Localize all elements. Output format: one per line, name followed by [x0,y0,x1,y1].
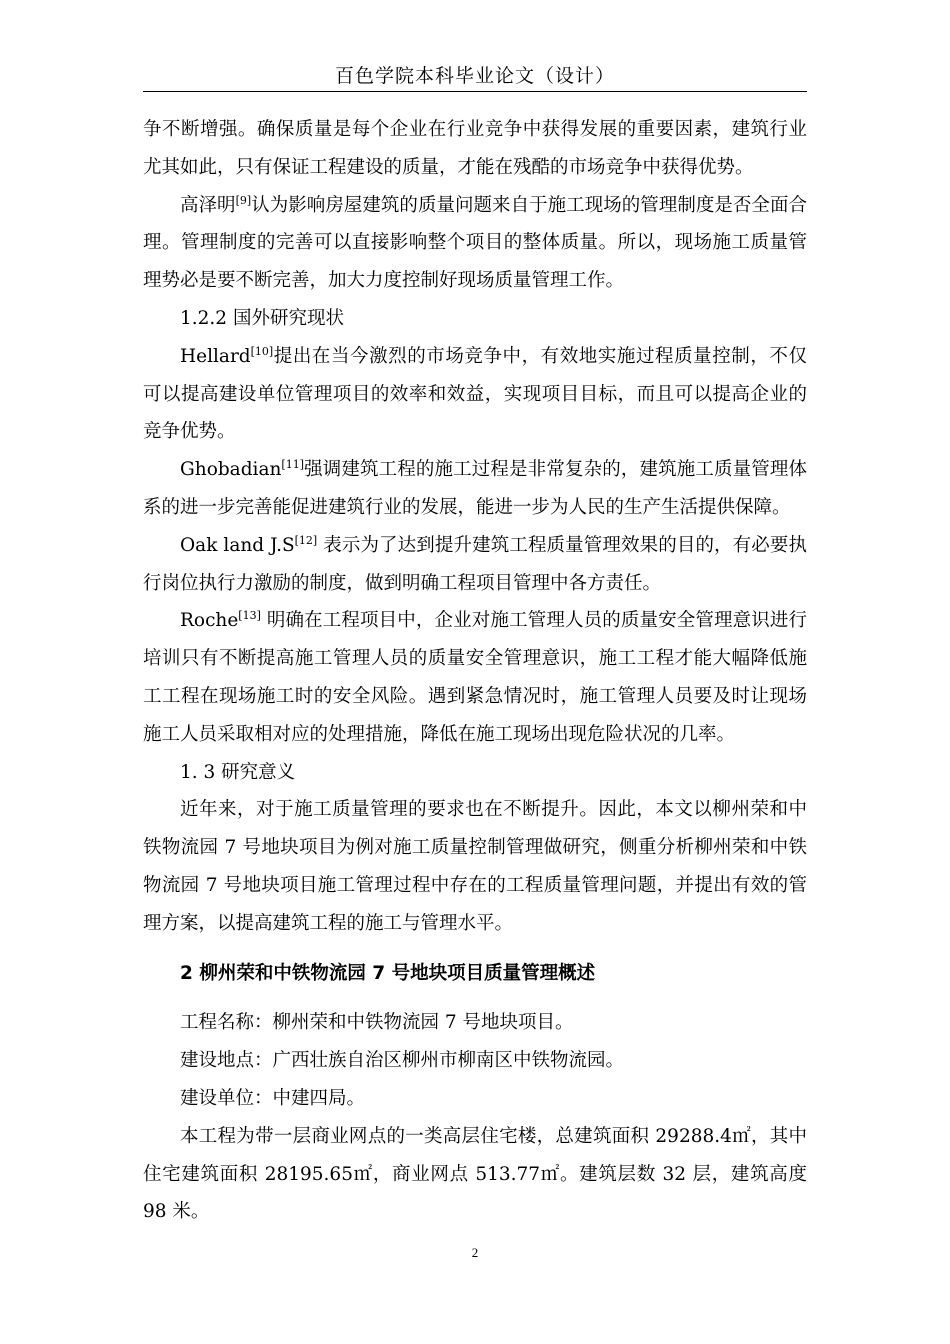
paragraph-ghobadian [143,451,807,527]
paragraph-oakland [143,527,807,603]
author-name: Roche [180,610,239,632]
citation-ref[interactable]: [11] [281,458,305,472]
citation-ref[interactable]: [10] [250,344,274,358]
chapter-heading-2: 2 柳州荣和中铁物流园 7 号地块项目质量管理概述 [180,962,596,984]
paragraph-text: 认为影响房屋建筑的质量问题来自于施工现场的管理制度是否全面合理。管理制度的完善可以直接影响整个项目的整体质量。所以，现场施工质量管理势必是要不断完善，加大力度控制好现场质量管理工作。 [143,194,807,292]
info-project-site: 建设地点：广西壮族自治区柳州市柳南区中铁物流园。 [180,1050,625,1072]
paragraph-gao-zeming [143,187,807,300]
section-heading-1-3: 1. 3 研究意义 [180,761,296,783]
paragraph-text: 提出在当今激烈的市场竞争中，有效地实施过程质量控制，不仅可以提高建设单位管理项目的效率和效益，实现项目目标，而且可以提高企业的竞争优势。 [143,345,807,443]
citation-ref[interactable]: [13] [238,609,261,623]
info-project-name: 工程名称：柳州荣和中铁物流园 7 号地块项目。 [180,1012,574,1034]
paragraph-roche [143,602,807,753]
paragraph-significance: 近年来，对于施工质量管理的要求也在不断提升。因此，本文以柳州荣和中铁物流园 7 号地块项目为例对施工质量控制管理做研究，侧重分析柳州荣和中铁物流园 7 号地块项目施工管理过程中存在的工程质量管理问题，并提出有效的管理方案，以提高建筑工程的施工与管理水平。 [143,799,807,934]
paragraph-text: 明确在工程项目中，企业对施工管理人员的质量安全管理意识进行培训只有不断提高施工管理人员的质量安全管理意识，施工工程才能大幅降低施工工程在现场施工时的安全风险。遇到紧急情况时，施工管理人员要及时让现场施工人员采取相对应的处理措施，降低在施工现场出现危险状况的几率。 [143,610,807,745]
paragraph-competition: 争不断增强。确保质量是每个企业在行业竞争中获得发展的重要因素，建筑行业尤其如此，只有保证工程建设的质量，才能在残酷的市场竞争中获得优势。 [143,119,807,178]
info-construction-unit: 建设单位：中建四局。 [180,1087,366,1109]
paragraph-text: 表示为了达到提升建筑工程质量管理效果的目的，有必要执行岗位执行力激励的制度，做到明确工程项目管理中各方责任。 [143,534,808,594]
header-rule [143,91,807,92]
section-heading-1-2-2: 1.2.2 国外研究现状 [180,307,344,329]
page-header: 百色学院本科毕业论文（设计） [334,65,615,87]
author-name: Hellard [180,345,251,367]
page-body [143,111,807,1231]
citation-ref[interactable]: [12] [294,533,318,547]
citation-ref[interactable]: [9] [235,193,252,207]
author-name: 高泽明 [180,194,236,216]
author-name: Ghobadian [180,459,282,481]
author-name: Oak land J.S [180,534,295,556]
paragraph-text: 强调建筑工程的施工过程是非常复杂的，建筑施工质量管理体系的进一步完善能促进建筑行业的发展，能进一步为人民的生产生活提供保障。 [143,459,807,518]
page-number: 2 [471,1245,479,1260]
paragraph-project-overview: 本工程为带一层商业网点的一类高层住宅楼，总建筑面积 29288.4㎡，其中住宅建筑面积 28195.65㎡，商业网点 513.77㎡。建筑层数 32 层，建筑高度 98 米。 [143,1125,807,1223]
paragraph-hellard [143,338,807,451]
